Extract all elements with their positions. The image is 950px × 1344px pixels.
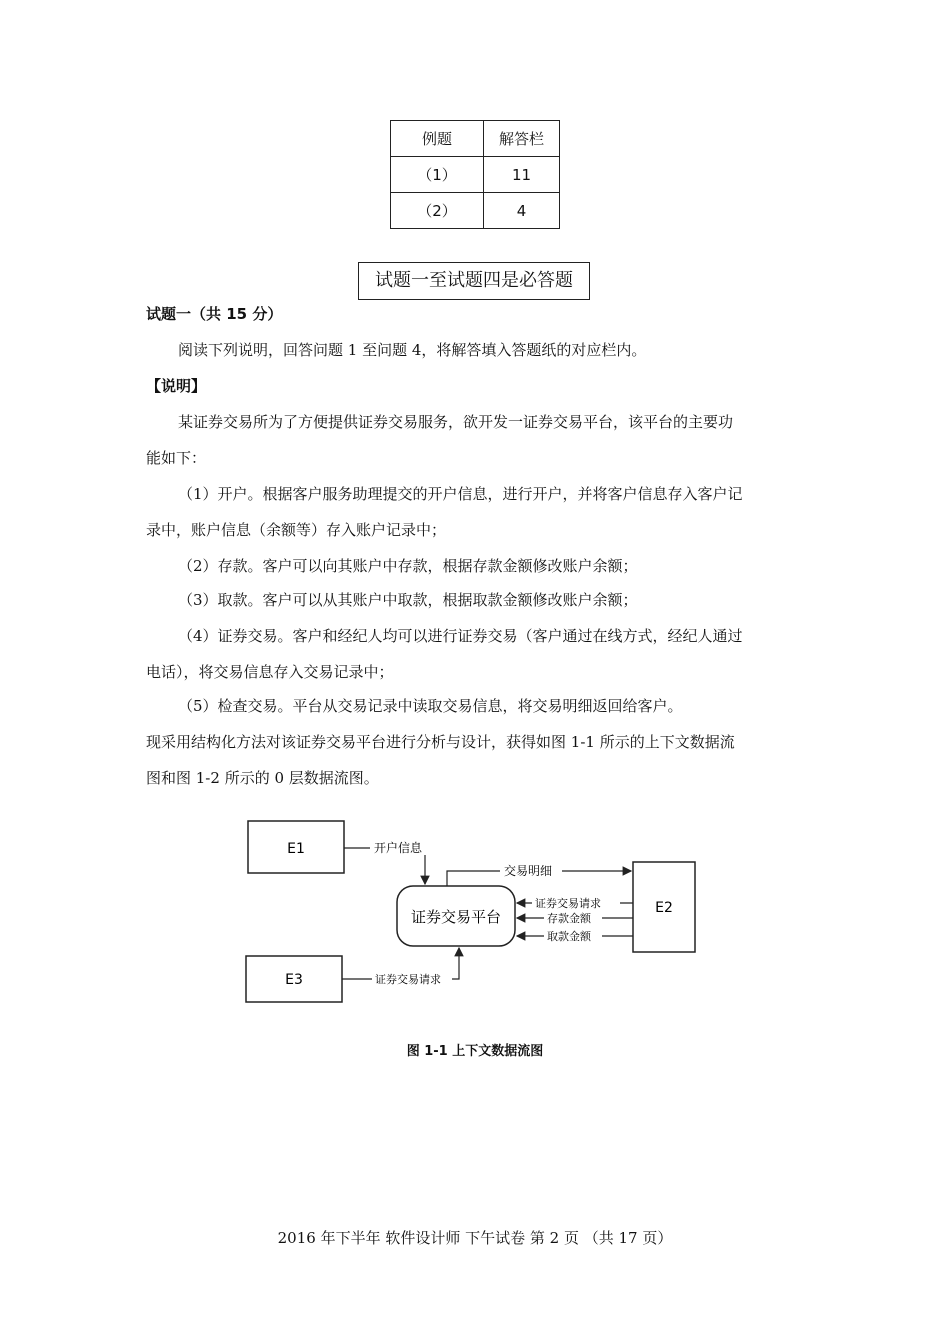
entity-e3-label: E3 (285, 972, 303, 988)
flow-deposit-label: 存款金额 (547, 912, 591, 925)
item-5: （5）检查交易。平台从交易记录中读取交易信息，将交易明细返回给客户。 (178, 697, 683, 715)
instruction-text: 阅读下列说明，回答问题 1 至问题 4，将解答填入答题纸的对应栏内。 (178, 341, 647, 359)
process-label: 证券交易平台 (410, 908, 502, 926)
closing-line-1: 现采用结构化方法对该证券交易平台进行分析与设计，获得如图 1-1 所示的上下文数据流 (146, 733, 735, 751)
table-header-cell: 例题 (391, 121, 484, 157)
flow-trade-request-e3-label: 证券交易请求 (375, 973, 441, 986)
intro-line-2: 能如下： (146, 449, 207, 467)
figure-caption: 图 1-1 上下文数据流图 (406, 1044, 544, 1059)
table-cell: （2） (391, 193, 484, 229)
item-3: （3）取款。客户可以从其账户中取款，根据取款金额修改账户余额； (178, 591, 638, 609)
section-label: 【说明】 (146, 377, 207, 395)
flow-trade-request-e2-label: 证券交易请求 (535, 897, 601, 910)
table-header-cell: 解答栏 (484, 121, 560, 157)
entity-e1-label: E1 (287, 841, 305, 857)
flow-trade-detail-label: 交易明细 (504, 864, 553, 878)
closing-line-2: 图和图 1-2 所示的 0 层数据流图。 (146, 769, 379, 787)
item-4-line-1: （4）证券交易。客户和经纪人均可以进行证券交易（客户通过在线方式，经纪人通过 (178, 627, 743, 645)
page-footer: 2016 年下半年 软件设计师 下午试卷 第 2 页 （共 17 页） (277, 1229, 673, 1247)
flow-open-account-label: 开户信息 (374, 841, 423, 855)
item-1-line-2: 录中，账户信息（余额等）存入账户记录中； (146, 521, 447, 539)
question-title: 试题一（共 15 分） (146, 305, 283, 323)
entity-e2-label: E2 (655, 900, 673, 916)
item-1-line-1: （1）开户。根据客户服务助理提交的开户信息，进行开户，并将客户信息存入客户记 (178, 485, 743, 503)
required-questions-banner: 试题一至试题四是必答题 (358, 262, 590, 300)
flow-withdraw-label: 取款金额 (547, 930, 591, 943)
intro-line-1: 某证券交易所为了方便提供证券交易服务，欲开发一证券交易平台，该平台的主要功 (178, 413, 734, 431)
item-4-line-2: 电话），将交易信息存入交易记录中； (146, 663, 394, 681)
item-2: （2）存款。客户可以向其账户中存款，根据存款金额修改账户余额； (178, 557, 638, 575)
table-cell: 4 (484, 193, 560, 229)
table-cell: （1） (391, 157, 484, 193)
table-cell: 11 (484, 157, 560, 193)
